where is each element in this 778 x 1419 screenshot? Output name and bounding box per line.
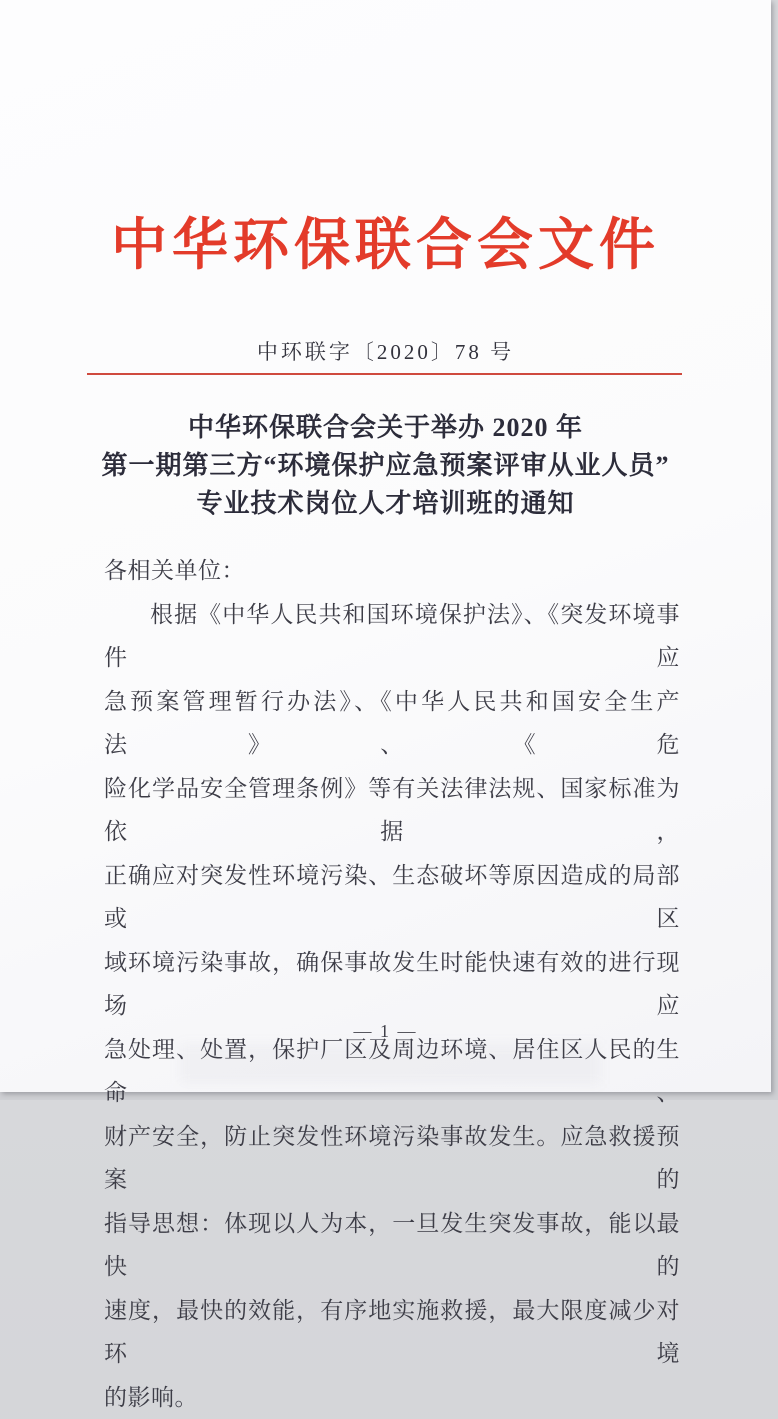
document-title-line: 专业技术岗位人才培训班的通知 bbox=[0, 485, 771, 523]
document-number: 中环联字〔2020〕78 号 bbox=[0, 336, 771, 366]
body-text-line: 的影响。 bbox=[104, 1376, 680, 1419]
red-divider-line bbox=[87, 373, 682, 375]
document-title-line: 中华环保联合会关于举办 2020 年 bbox=[0, 409, 771, 447]
body-text-line: 急处理、处置，保护厂区及周边环境、居住区人民的生命、 bbox=[104, 1028, 680, 1115]
body-text-line: 指导思想：体现以人为本，一旦发生突发事故，能以最快的 bbox=[104, 1202, 680, 1289]
body-text-line: 正确应对突发性环境污染、生态破坏等原因造成的局部或区 bbox=[104, 854, 680, 941]
salutation: 各相关单位： bbox=[104, 549, 680, 593]
document-title bbox=[0, 409, 771, 523]
document-body bbox=[104, 549, 680, 1419]
page-number: — 1 — bbox=[0, 1021, 771, 1042]
body-text-line: 域环境污染事故，确保事故发生时能快速有效的进行现场应 bbox=[104, 941, 680, 1028]
body-text-line: 速度，最快的效能，有序地实施救援，最大限度减少对环境 bbox=[104, 1289, 680, 1376]
body-text-line: 险化学品安全管理条例》等有关法律法规、国家标准为依据， bbox=[104, 767, 680, 854]
body-text-line: 财产安全，防止突发性环境污染事故发生。应急救援预案的 bbox=[104, 1115, 680, 1202]
body-text-line: 根据《中华人民共和国环境保护法》、《突发环境事件应 bbox=[104, 593, 680, 680]
body-text-line: 急预案管理暂行办法》、《中华人民共和国安全生产法》、《危 bbox=[104, 680, 680, 767]
document-title-line: 第一期第三方“环境保护应急预案评审从业人员” bbox=[0, 447, 771, 485]
letterhead-title: 中华环保联合会文件 bbox=[0, 207, 771, 285]
